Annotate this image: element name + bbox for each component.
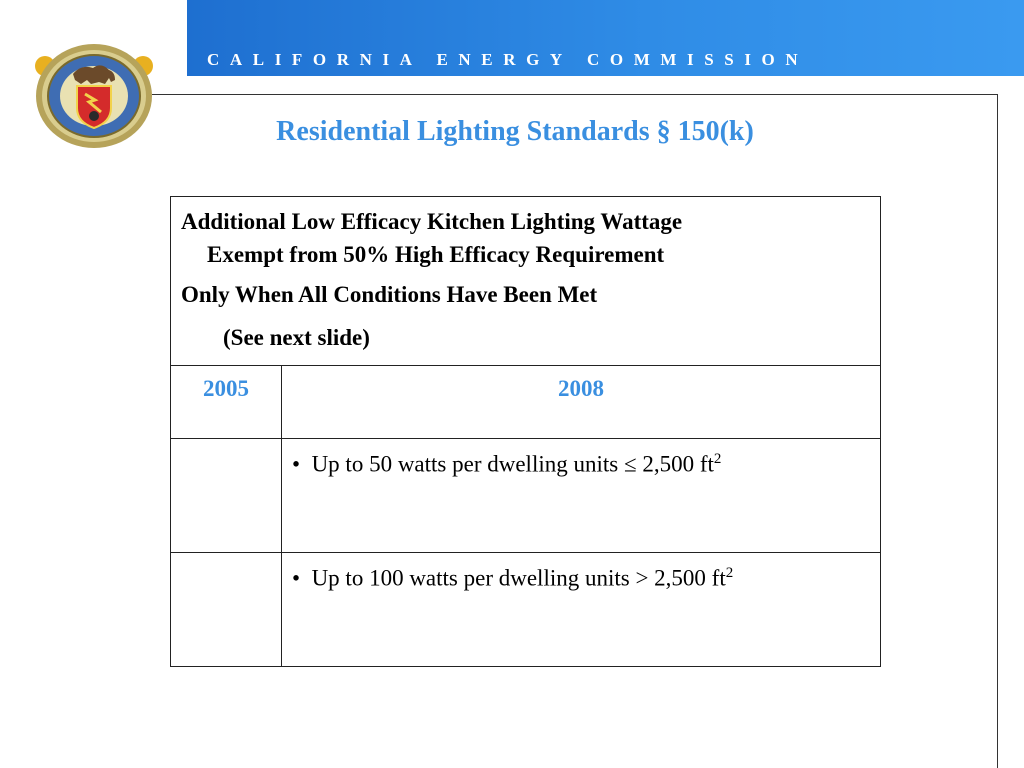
column-header-2005: 2005 (171, 366, 282, 439)
header-line-4: (See next slide) (223, 325, 370, 351)
table-row (171, 553, 881, 667)
table-header-cell (171, 197, 881, 366)
bullet-text: Up to 100 watts per dwelling units > 2,500 ft (311, 565, 726, 591)
table-row (171, 439, 881, 553)
header-line-3: Only When All Conditions Have Been Met (181, 281, 598, 307)
superscript: 2 (713, 451, 722, 467)
slide-title: Residential Lighting Standards § 150(k) (276, 116, 754, 147)
table-header-row (171, 197, 881, 366)
cell-2008 (282, 553, 881, 667)
bullet-item (282, 553, 880, 592)
bullet-text: Up to 50 watts per dwelling units ≤ 2,500 ft (311, 451, 714, 477)
frame-top-rule (152, 94, 998, 95)
superscript: 2 (725, 565, 734, 581)
frame-right-rule (997, 94, 998, 768)
column-header-2008: 2008 (282, 366, 881, 439)
bullet-item (282, 439, 880, 478)
bullet-marker: • (292, 451, 301, 477)
cell-2008 (282, 439, 881, 553)
bullet-marker: • (292, 565, 301, 591)
lighting-standards-table (170, 196, 881, 667)
year-header-row (171, 366, 881, 439)
header-line-1: Additional Low Efficacy Kitchen Lighting Wattage (181, 209, 683, 234)
cell-2005-empty (171, 553, 282, 667)
banner-text: CALIFORNIA ENERGY COMMISSION (207, 50, 809, 69)
cell-2005-empty (171, 439, 282, 553)
header-line-2: Exempt from 50% High Efficacy Requirement (207, 242, 665, 268)
